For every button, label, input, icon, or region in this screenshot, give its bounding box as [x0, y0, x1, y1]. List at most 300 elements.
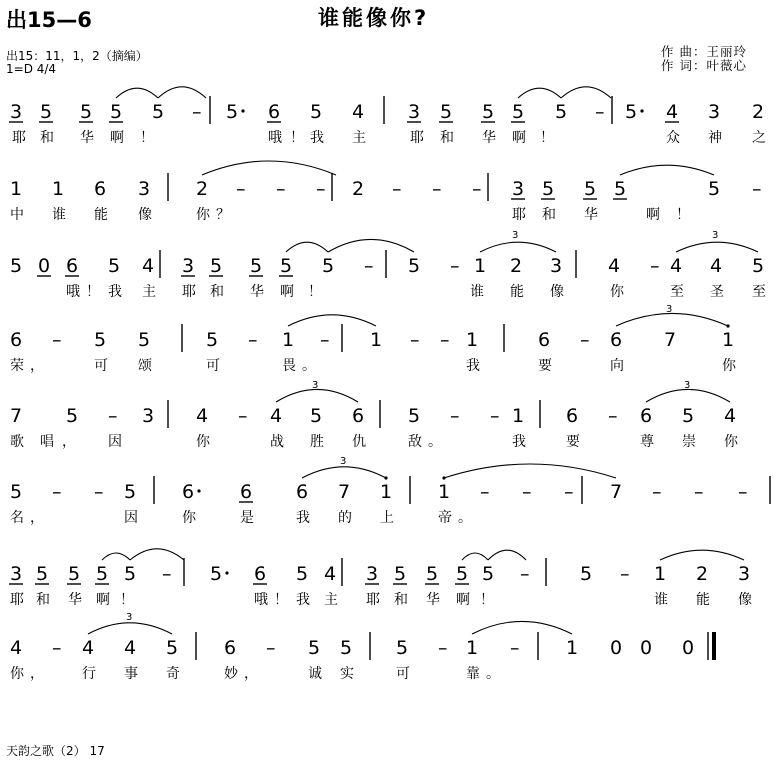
note-6: 6 [566, 405, 579, 427]
lyric-char: ！ [140, 130, 154, 146]
note-3: 3 [550, 255, 563, 277]
score-system-3 [0, 230, 781, 318]
lyric-char: 华 [80, 130, 94, 146]
lyric-char: 中 [10, 207, 24, 223]
lyric-char: ？ [216, 207, 230, 223]
score-system-4 [0, 304, 781, 392]
note-7: 7 [610, 481, 623, 503]
note-5: 5 [408, 255, 421, 277]
lyric-char: 我 [310, 130, 324, 146]
augmentation-dot [241, 109, 244, 112]
note-5: 5 [708, 178, 721, 200]
note-5: 5 [542, 178, 555, 200]
sustain-dash: – [450, 405, 460, 427]
lyric-char: 华 [426, 592, 440, 608]
lyric-char: 主 [142, 284, 156, 300]
lyric-char: 像 [738, 592, 752, 608]
slur-arc [288, 315, 376, 326]
augmentation-dot [197, 489, 200, 492]
note-4: 4 [710, 255, 723, 277]
lyric-char: ， [30, 510, 44, 526]
lyric-char: 我 [466, 358, 480, 374]
note-4: 4 [196, 405, 209, 427]
note-5: 5 [280, 255, 293, 277]
lyric-char: ！ [290, 130, 304, 146]
lyric-char: 耶 [10, 592, 24, 608]
scripture-source: 出15：11，1，2（摘编） [6, 49, 148, 63]
note-5: 5 [426, 563, 439, 585]
sustain-dash: – [52, 329, 62, 351]
note-5: 5 [482, 563, 495, 585]
note-5: 5 [408, 405, 421, 427]
sustain-dash: – [364, 255, 374, 277]
note-2: 2 [696, 563, 709, 585]
lyric-char: 奇 [166, 666, 180, 682]
slur-arc [130, 549, 184, 560]
note-5: 5 [210, 255, 223, 277]
note-5: 5 [308, 637, 321, 659]
slur-arc [88, 623, 172, 634]
lyric-char: 唱 [40, 434, 54, 450]
note-5: 5 [110, 101, 123, 123]
sustain-dash: – [520, 563, 530, 585]
lyric-char: 你 [196, 207, 210, 223]
lyric-char: 名 [10, 510, 24, 526]
lyric-char: 。 [428, 434, 442, 450]
slur-arc [676, 242, 758, 252]
note-4: 4 [670, 255, 683, 277]
sustain-dash: – [510, 637, 520, 659]
note-1: 1 [438, 481, 451, 503]
note-1: 1 [722, 329, 735, 351]
lyric-char: ！ [676, 207, 690, 223]
note-5: 5 [10, 255, 23, 277]
note-6: 6 [224, 637, 237, 659]
note-2: 2 [752, 101, 765, 123]
lyric-char: 众 [666, 130, 680, 146]
lyric-char: 华 [250, 284, 264, 300]
sustain-dash: – [236, 178, 246, 200]
note-3: 3 [10, 101, 23, 123]
lyric-char: 能 [94, 207, 108, 223]
triplet-mark: 3 [666, 304, 673, 315]
note-5: 5 [580, 563, 593, 585]
sustain-dash: – [752, 178, 762, 200]
note-1: 1 [370, 329, 383, 351]
note-7: 7 [10, 405, 23, 427]
sustain-dash: – [440, 329, 450, 351]
slur-arc [646, 389, 730, 402]
slur-arc [518, 88, 561, 98]
lyric-char: 啊 [646, 207, 660, 223]
note-3: 3 [142, 405, 155, 427]
lyric-char: 谁 [52, 207, 66, 223]
lyric-char: 耶 [182, 284, 196, 300]
lyric-char: 谁 [470, 284, 484, 300]
note-6: 6 [182, 481, 195, 503]
score-system-svg [0, 550, 781, 626]
lyric-char: 荣 [10, 358, 24, 374]
sustain-dash: – [450, 255, 460, 277]
sustain-dash: – [238, 405, 248, 427]
score-system-7 [0, 550, 781, 626]
triplet-mark: 3 [126, 612, 133, 623]
slur-arc [620, 165, 714, 175]
triplet-mark: 3 [712, 230, 719, 241]
lyric-char: 上 [380, 510, 394, 526]
score-system-svg [0, 230, 781, 318]
note-3: 3 [10, 563, 23, 585]
sustain-dash: – [266, 637, 276, 659]
composer-name: 王丽玲 [706, 44, 747, 59]
note-5: 5 [166, 637, 179, 659]
sustain-dash: – [316, 178, 326, 200]
lyric-char: 啊 [280, 284, 294, 300]
lyric-char: 哦 [268, 130, 282, 146]
lyric-char: 和 [440, 130, 454, 146]
triplet-mark: 3 [340, 456, 347, 467]
note-1: 1 [10, 178, 23, 200]
augmentation-dot [640, 109, 643, 112]
note-5: 5 [394, 563, 407, 585]
composer-label: 作 曲： [661, 44, 707, 59]
note-1: 1 [654, 563, 667, 585]
score-system-8 [0, 612, 781, 700]
sustain-dash: – [432, 178, 442, 200]
lyric-char: ！ [540, 130, 554, 146]
lyric-char: 尊 [640, 434, 654, 450]
note-4: 4 [608, 255, 621, 277]
lyric-char: 主 [352, 130, 366, 146]
slur-arc [102, 553, 130, 560]
note-3: 3 [138, 178, 151, 200]
sustain-dash: – [248, 329, 258, 351]
lyric-char: 歌 [10, 434, 24, 450]
lyric-char: 和 [542, 207, 556, 223]
note-4: 4 [270, 405, 283, 427]
lyric-char: 主 [324, 592, 338, 608]
note-6: 6 [268, 101, 281, 123]
lyric-char: 哦 [66, 284, 80, 300]
lyric-char: 啊 [96, 592, 110, 608]
note-5: 5 [226, 101, 239, 123]
note-5: 5 [752, 255, 765, 277]
note-5: 5 [322, 255, 335, 277]
note-5: 5 [124, 481, 137, 503]
note-5: 5 [124, 563, 137, 585]
triplet-mark: 3 [512, 230, 519, 241]
note-0: 0 [682, 637, 695, 659]
note-6: 6 [610, 329, 623, 351]
lyric-char: 和 [36, 592, 50, 608]
lyric-char: 可 [206, 358, 220, 374]
lyricist-name: 叶薇心 [706, 58, 747, 73]
score-system-2 [0, 165, 781, 241]
lyric-char: 你 [10, 666, 24, 682]
note-5: 5 [310, 405, 323, 427]
note-1: 1 [282, 329, 295, 351]
lyric-char: ！ [86, 284, 100, 300]
sustain-dash: – [94, 481, 104, 503]
lyric-char: 行 [82, 666, 96, 682]
note-5: 5 [614, 178, 627, 200]
note-4: 4 [82, 637, 95, 659]
lyric-char: ！ [308, 284, 322, 300]
note-3: 3 [512, 178, 525, 200]
note-0: 0 [38, 255, 51, 277]
note-5: 5 [36, 563, 49, 585]
lyric-char: 耶 [366, 592, 380, 608]
lyric-char: 华 [68, 592, 82, 608]
lyric-char: 你 [724, 434, 738, 450]
lyric-char: 你 [196, 434, 210, 450]
score-system-svg [0, 165, 781, 241]
slur-arc [286, 242, 328, 252]
note-4: 4 [724, 405, 737, 427]
score-system-svg [0, 304, 781, 392]
lyric-char: 耶 [12, 130, 26, 146]
lyric-char: 仇 [352, 434, 366, 450]
lyric-char: 和 [394, 592, 408, 608]
note-5: 5 [68, 563, 81, 585]
lyric-char: 我 [512, 434, 526, 450]
song-number: 出15—6 [6, 8, 92, 32]
lyric-char: 我 [296, 510, 310, 526]
slur-arc [561, 87, 611, 98]
lyric-char: 像 [550, 284, 564, 300]
note-5: 5 [108, 255, 121, 277]
note-2: 2 [352, 178, 365, 200]
lyric-char: 神 [708, 130, 722, 146]
sustain-dash: – [652, 481, 662, 503]
lyric-char: 的 [338, 510, 352, 526]
slur-arc [488, 550, 526, 560]
lyric-char: 像 [138, 207, 152, 223]
lyric-char: 因 [108, 434, 122, 450]
lyric-char: 能 [510, 284, 524, 300]
lyric-char: 之 [752, 130, 766, 146]
note-6: 6 [538, 329, 551, 351]
note-5: 5 [206, 329, 219, 351]
lyric-char: 事 [124, 666, 138, 682]
lyric-char: 。 [302, 358, 316, 374]
sustain-dash: – [52, 481, 62, 503]
lyric-char: ！ [274, 592, 288, 608]
lyric-char: 靠 [466, 666, 480, 682]
note-3: 3 [738, 563, 751, 585]
note-5: 5 [66, 405, 79, 427]
slur-arc [328, 239, 414, 252]
sustain-dash: – [620, 563, 630, 585]
slur-arc [116, 88, 158, 98]
note-7: 7 [338, 481, 351, 503]
sustain-dash: – [490, 405, 500, 427]
sustain-dash: – [608, 405, 618, 427]
lyric-char: 圣 [710, 284, 724, 300]
note-5: 5 [152, 101, 165, 123]
sustain-dash: – [438, 637, 448, 659]
note-5: 5 [456, 563, 469, 585]
sustain-dash: – [410, 329, 420, 351]
note-5: 5 [340, 637, 353, 659]
score-system-svg [0, 612, 781, 700]
augmentation-dot [225, 571, 228, 574]
slur-arc [616, 313, 728, 326]
slur-arc [472, 621, 572, 634]
note-1: 1 [52, 178, 65, 200]
triplet-mark: 3 [312, 380, 319, 391]
note-5: 5 [296, 563, 309, 585]
note-5: 5 [440, 101, 453, 123]
note-4: 4 [124, 637, 137, 659]
note-6: 6 [66, 255, 79, 277]
note-5: 5 [625, 101, 638, 123]
note-5: 5 [250, 255, 263, 277]
lyricist-credit [661, 56, 747, 74]
note-5: 5 [94, 329, 107, 351]
sustain-dash: – [192, 101, 202, 123]
score-system-svg [0, 380, 781, 468]
note-4: 4 [666, 101, 679, 123]
slur-arc [660, 550, 744, 560]
note-6: 6 [240, 481, 253, 503]
note-0: 0 [640, 637, 653, 659]
lyric-char: 可 [94, 358, 108, 374]
lyric-char: 颂 [138, 358, 152, 374]
note-1: 1 [474, 255, 487, 277]
note-6: 6 [254, 563, 267, 585]
sustain-dash: – [108, 405, 118, 427]
lyric-char: 谁 [654, 592, 668, 608]
slur-arc [302, 467, 386, 478]
score-system-svg [0, 88, 781, 164]
lyricist-label: 作 词： [661, 58, 707, 73]
note-5: 5 [138, 329, 151, 351]
lyric-char: ！ [120, 592, 134, 608]
lyric-char: 耶 [410, 130, 424, 146]
lyric-char: ， [30, 358, 44, 374]
note-3: 3 [366, 563, 379, 585]
note-5: 5 [80, 101, 93, 123]
sustain-dash: – [564, 481, 574, 503]
lyric-char: 诚 [308, 666, 322, 682]
lyric-char: 你 [722, 358, 736, 374]
note-4: 4 [324, 563, 337, 585]
lyric-char: 因 [124, 510, 138, 526]
lyric-char: 妙 [224, 666, 238, 682]
note-6: 6 [296, 481, 309, 503]
lyric-char: 啊 [110, 130, 124, 146]
note-3: 3 [182, 255, 195, 277]
note-3: 3 [408, 101, 421, 123]
lyric-char: 要 [566, 434, 580, 450]
lyric-char: ！ [480, 592, 494, 608]
note-2: 2 [510, 255, 523, 277]
note-0: 0 [610, 637, 623, 659]
note-5: 5 [482, 101, 495, 123]
lyric-char: 至 [670, 284, 684, 300]
note-3: 3 [708, 101, 721, 123]
note-1: 1 [466, 637, 479, 659]
lyric-char: 啊 [456, 592, 470, 608]
score-system-6 [0, 456, 781, 544]
score-system-svg [0, 456, 781, 544]
lyric-char: 啊 [512, 130, 526, 146]
note-7: 7 [664, 329, 677, 351]
lyric-char: 我 [108, 284, 122, 300]
note-5: 5 [396, 637, 409, 659]
lyric-char: 能 [696, 592, 710, 608]
note-1: 1 [566, 637, 579, 659]
lyric-char: 和 [40, 130, 54, 146]
lyric-char: ， [62, 434, 76, 450]
lyric-char: 敌 [408, 434, 422, 450]
lyric-char: 哦 [254, 592, 268, 608]
lyric-char: 华 [482, 130, 496, 146]
lyric-char: 战 [270, 434, 284, 450]
note-5: 5 [10, 481, 23, 503]
note-5: 5 [682, 405, 695, 427]
slur-arc [276, 389, 358, 402]
note-2: 2 [196, 178, 209, 200]
lyric-char: 帝 [438, 510, 452, 526]
note-4: 4 [352, 101, 365, 123]
sustain-dash: – [52, 637, 62, 659]
note-5: 5 [555, 101, 568, 123]
lyric-char: 。 [458, 510, 472, 526]
note-6: 6 [10, 329, 23, 351]
song-title: 谁能像你? [318, 6, 430, 30]
note-1: 1 [512, 405, 525, 427]
sustain-dash: – [694, 481, 704, 503]
note-6: 6 [640, 405, 653, 427]
note-1: 1 [466, 329, 479, 351]
score-system-1 [0, 88, 781, 164]
lyric-char: 胜 [310, 434, 324, 450]
lyric-char: 你 [610, 284, 624, 300]
sustain-dash: – [580, 329, 590, 351]
page-footer: 天韵之歌（2） 17 [6, 744, 105, 758]
sustain-dash: – [522, 481, 532, 503]
triplet-mark: 3 [684, 380, 691, 391]
lyric-char: 向 [610, 358, 624, 374]
note-5: 5 [210, 563, 223, 585]
lyric-char: 你 [182, 510, 196, 526]
sustain-dash: – [738, 481, 748, 503]
note-4: 4 [142, 255, 155, 277]
lyric-char: 可 [396, 666, 410, 682]
lyric-char: 崇 [682, 434, 696, 450]
note-5: 5 [512, 101, 525, 123]
lyric-char: 实 [340, 666, 354, 682]
slur-arc [462, 553, 488, 560]
note-6: 6 [352, 405, 365, 427]
note-4: 4 [10, 637, 23, 659]
lyric-char: ， [244, 666, 258, 682]
slur-arc [480, 242, 556, 252]
lyric-char: 和 [210, 284, 224, 300]
note-5: 5 [96, 563, 109, 585]
note-6: 6 [94, 178, 107, 200]
sustain-dash: – [276, 178, 286, 200]
sustain-dash: – [392, 178, 402, 200]
sustain-dash: – [472, 178, 482, 200]
lyric-char: 至 [752, 284, 766, 300]
lyric-char: ， [30, 666, 44, 682]
final-bar-thick [712, 632, 716, 660]
note-1: 1 [380, 481, 393, 503]
sustain-dash: – [320, 329, 330, 351]
